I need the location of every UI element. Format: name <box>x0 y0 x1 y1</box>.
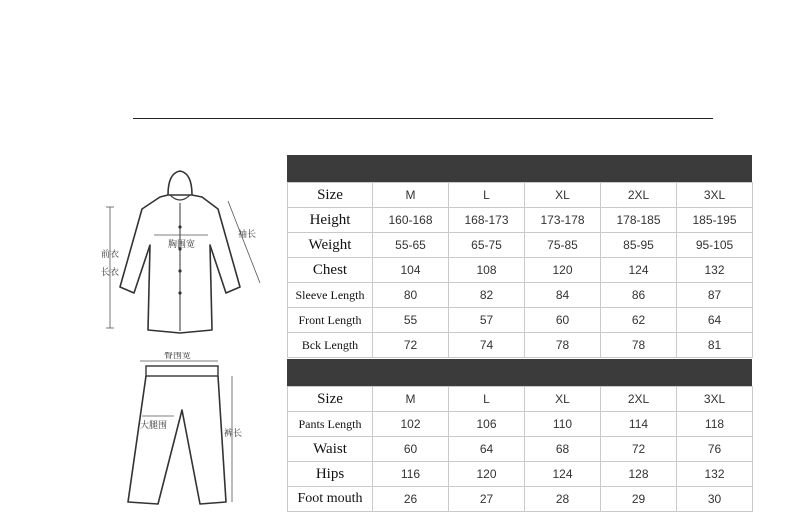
header-size: Size <box>288 183 373 208</box>
table-row <box>288 437 753 462</box>
table-row <box>288 258 753 283</box>
table-cell: 132 <box>677 258 753 283</box>
table-cell: 72 <box>601 437 677 462</box>
table-cell: 168-173 <box>449 208 525 233</box>
row-label: Weight <box>288 233 373 258</box>
table-cell: 75-85 <box>525 233 601 258</box>
length-label-1: 前衣 <box>101 250 120 260</box>
table-cell: 60 <box>525 308 601 333</box>
table-cell: 178-185 <box>601 208 677 233</box>
table-row <box>288 233 753 258</box>
table-cell: 85-95 <box>601 233 677 258</box>
table-row <box>288 308 753 333</box>
table-cell: 62 <box>601 308 677 333</box>
header-size-2xl: 2XL <box>601 183 677 208</box>
table-cell: 108 <box>449 258 525 283</box>
header-size-m: M <box>373 183 449 208</box>
table-cell: 78 <box>525 333 601 358</box>
top-divider-line <box>133 118 713 119</box>
table-cell: 120 <box>525 258 601 283</box>
table-cell: 64 <box>677 308 753 333</box>
table-cell: 132 <box>677 462 753 487</box>
table-row <box>288 208 753 233</box>
table-cell: 74 <box>449 333 525 358</box>
header-size-2xl: 2XL <box>601 387 677 412</box>
pants-header-bar <box>287 359 752 386</box>
header-size-l: L <box>449 387 525 412</box>
table-cell: 84 <box>525 283 601 308</box>
row-label: Waist <box>288 437 373 462</box>
header-size-xl: XL <box>525 387 601 412</box>
pants-length-label: 裤长 <box>224 429 243 439</box>
table-cell: 29 <box>601 487 677 512</box>
table-header-row <box>288 183 753 208</box>
table-cell: 60 <box>373 437 449 462</box>
header-size: Size <box>288 387 373 412</box>
length-label-2: 长衣 <box>101 268 120 278</box>
table-row <box>288 283 753 308</box>
row-label: Front Length <box>288 308 373 333</box>
pants-size-table <box>287 386 753 512</box>
table-cell: 76 <box>677 437 753 462</box>
table-cell: 124 <box>525 462 601 487</box>
header-size-l: L <box>449 183 525 208</box>
table-header-row <box>288 387 753 412</box>
row-label: Foot mouth <box>288 487 373 512</box>
table-cell: 72 <box>373 333 449 358</box>
table-cell: 110 <box>525 412 601 437</box>
sleeve-length-label: 袖长 <box>238 230 257 240</box>
thigh-label: 大腿围 <box>140 421 168 431</box>
table-cell: 118 <box>677 412 753 437</box>
table-row <box>288 462 753 487</box>
table-cell: 80 <box>373 283 449 308</box>
pants-diagram <box>120 352 250 514</box>
table-cell: 27 <box>449 487 525 512</box>
row-label: Chest <box>288 258 373 283</box>
row-label: Sleeve Length <box>288 283 373 308</box>
table-cell: 81 <box>677 333 753 358</box>
table-cell: 64 <box>449 437 525 462</box>
table-cell: 87 <box>677 283 753 308</box>
header-size-xl: XL <box>525 183 601 208</box>
table-cell: 26 <box>373 487 449 512</box>
row-label: Height <box>288 208 373 233</box>
table-cell: 82 <box>449 283 525 308</box>
table-cell: 102 <box>373 412 449 437</box>
table-row <box>288 333 753 358</box>
jacket-size-table <box>287 182 753 358</box>
table-cell: 106 <box>449 412 525 437</box>
table-cell: 28 <box>525 487 601 512</box>
header-size-m: M <box>373 387 449 412</box>
table-cell: 173-178 <box>525 208 601 233</box>
header-size-3xl: 3XL <box>677 387 753 412</box>
table-cell: 128 <box>601 462 677 487</box>
jacket-header-bar <box>287 155 752 182</box>
table-cell: 78 <box>601 333 677 358</box>
row-label: Pants Length <box>288 412 373 437</box>
table-cell: 124 <box>601 258 677 283</box>
row-label: Bck Length <box>288 333 373 358</box>
table-row <box>288 487 753 512</box>
table-cell: 86 <box>601 283 677 308</box>
table-cell: 55 <box>373 308 449 333</box>
table-cell: 30 <box>677 487 753 512</box>
table-cell: 116 <box>373 462 449 487</box>
table-cell: 160-168 <box>373 208 449 233</box>
table-cell: 57 <box>449 308 525 333</box>
jacket-diagram <box>98 165 268 345</box>
table-cell: 114 <box>601 412 677 437</box>
table-cell: 65-75 <box>449 233 525 258</box>
row-label: Hips <box>288 462 373 487</box>
header-size-3xl: 3XL <box>677 183 753 208</box>
table-cell: 185-195 <box>677 208 753 233</box>
table-cell: 120 <box>449 462 525 487</box>
table-cell: 95-105 <box>677 233 753 258</box>
table-cell: 104 <box>373 258 449 283</box>
table-cell: 68 <box>525 437 601 462</box>
table-row <box>288 412 753 437</box>
hip-width-label: 臀围宽 <box>164 352 192 361</box>
table-cell: 55-65 <box>373 233 449 258</box>
chest-width-label: 胸围宽 <box>168 240 196 250</box>
